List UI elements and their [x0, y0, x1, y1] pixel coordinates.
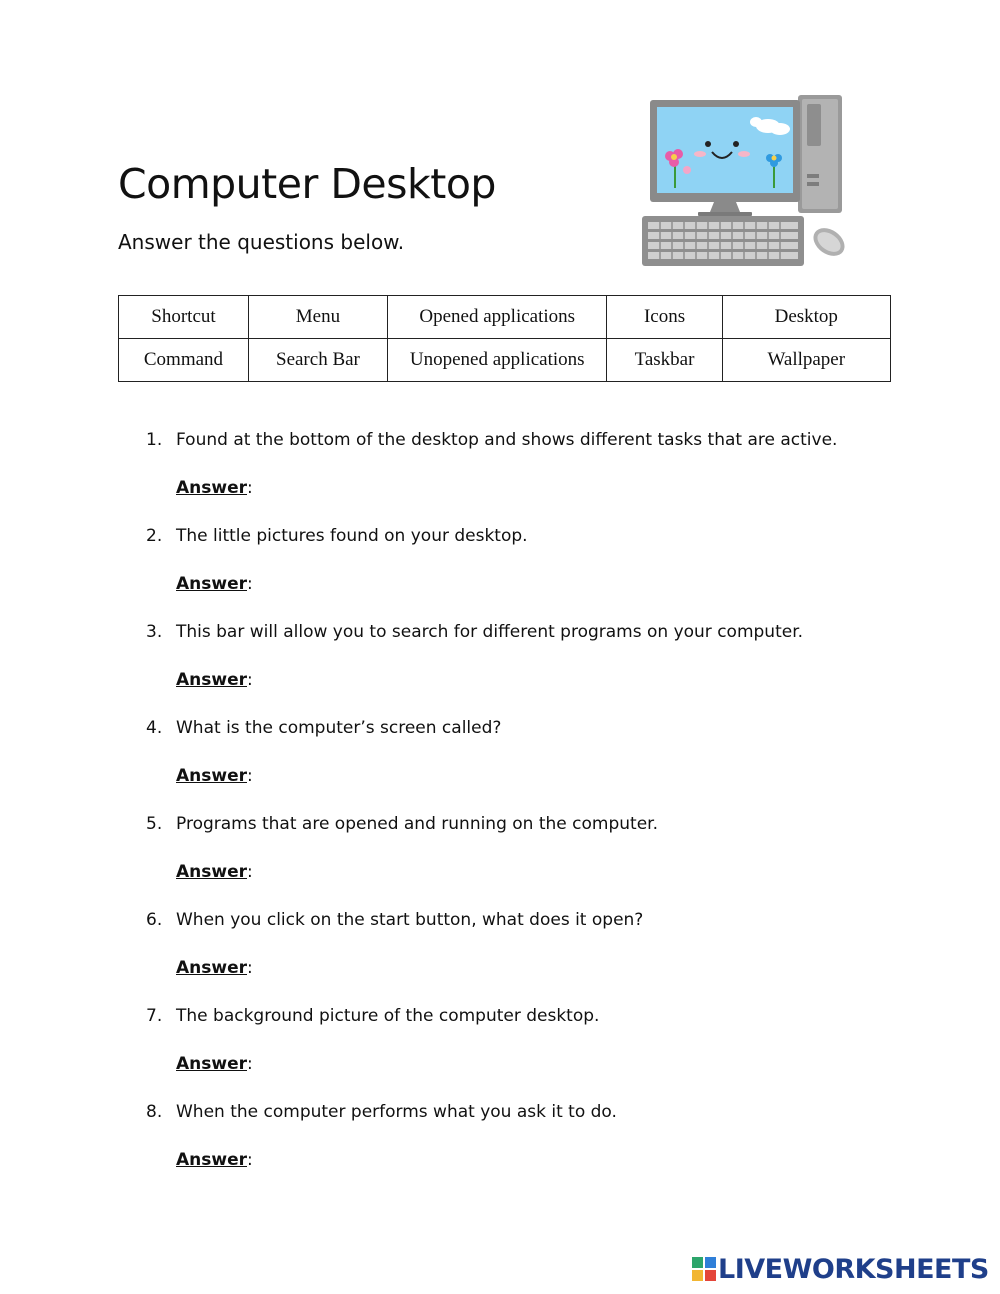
word-bank-cell: Menu	[248, 296, 387, 339]
liveworksheets-logo-icon	[692, 1257, 716, 1281]
answer-line[interactable]	[176, 862, 253, 882]
answer-colon: :	[247, 478, 253, 498]
answer-colon: :	[247, 862, 253, 882]
answer-label: Answer	[176, 958, 247, 978]
answer-label: Answer	[176, 574, 247, 594]
word-bank-cell: Search Bar	[248, 339, 387, 382]
word-bank-row	[119, 296, 891, 339]
question-number: 1.	[146, 430, 163, 450]
answer-line[interactable]	[176, 670, 253, 690]
word-bank-table	[118, 295, 891, 382]
answer-line[interactable]	[176, 1150, 253, 1170]
question-number: 5.	[146, 814, 163, 834]
question-number: 7.	[146, 1006, 163, 1026]
liveworksheets-logo	[692, 1254, 989, 1284]
word-bank-cell: Icons	[607, 296, 722, 339]
answer-colon: :	[247, 574, 253, 594]
question-text: What is the computer’s screen called?	[176, 718, 502, 738]
question-text: When the computer performs what you ask it to do.	[176, 1102, 617, 1122]
answer-colon: :	[247, 766, 253, 786]
word-bank-row	[119, 339, 891, 382]
word-bank-cell: Opened applications	[387, 296, 607, 339]
word-bank-cell: Command	[119, 339, 249, 382]
answer-colon: :	[247, 1054, 253, 1074]
answer-colon: :	[247, 958, 253, 978]
question-number: 4.	[146, 718, 163, 738]
question-text: The little pictures found on your desktop.	[176, 526, 528, 546]
answer-label: Answer	[176, 478, 247, 498]
word-bank-cell: Taskbar	[607, 339, 722, 382]
answer-label: Answer	[176, 1150, 247, 1170]
answer-line[interactable]	[176, 574, 253, 594]
question-text: When you click on the start button, what does it open?	[176, 910, 644, 930]
word-bank-cell: Shortcut	[119, 296, 249, 339]
answer-label: Answer	[176, 1054, 247, 1074]
answer-line[interactable]	[176, 766, 253, 786]
question-text: The background picture of the computer desktop.	[176, 1006, 600, 1026]
word-bank-cell: Wallpaper	[722, 339, 890, 382]
word-bank-cell: Unopened applications	[387, 339, 607, 382]
answer-line[interactable]	[176, 1054, 253, 1074]
question-number: 2.	[146, 526, 163, 546]
computer-illustration-icon	[640, 92, 855, 270]
question-text: Found at the bottom of the desktop and shows different tasks that are active.	[176, 430, 838, 450]
answer-line[interactable]	[176, 958, 253, 978]
answer-line[interactable]	[176, 478, 253, 498]
page-title: Computer Desktop	[118, 160, 496, 208]
answer-colon: :	[247, 670, 253, 690]
question-text: This bar will allow you to search for different programs on your computer.	[176, 622, 804, 642]
answer-colon: :	[247, 1150, 253, 1170]
answer-label: Answer	[176, 766, 247, 786]
question-number: 3.	[146, 622, 163, 642]
question-number: 6.	[146, 910, 163, 930]
answer-label: Answer	[176, 862, 247, 882]
instructions: Answer the questions below.	[118, 230, 405, 254]
answer-label: Answer	[176, 670, 247, 690]
logo-text: LIVEWORKSHEETS	[718, 1253, 989, 1285]
question-number: 8.	[146, 1102, 163, 1122]
question-text: Programs that are opened and running on the computer.	[176, 814, 658, 834]
word-bank-cell: Desktop	[722, 296, 890, 339]
